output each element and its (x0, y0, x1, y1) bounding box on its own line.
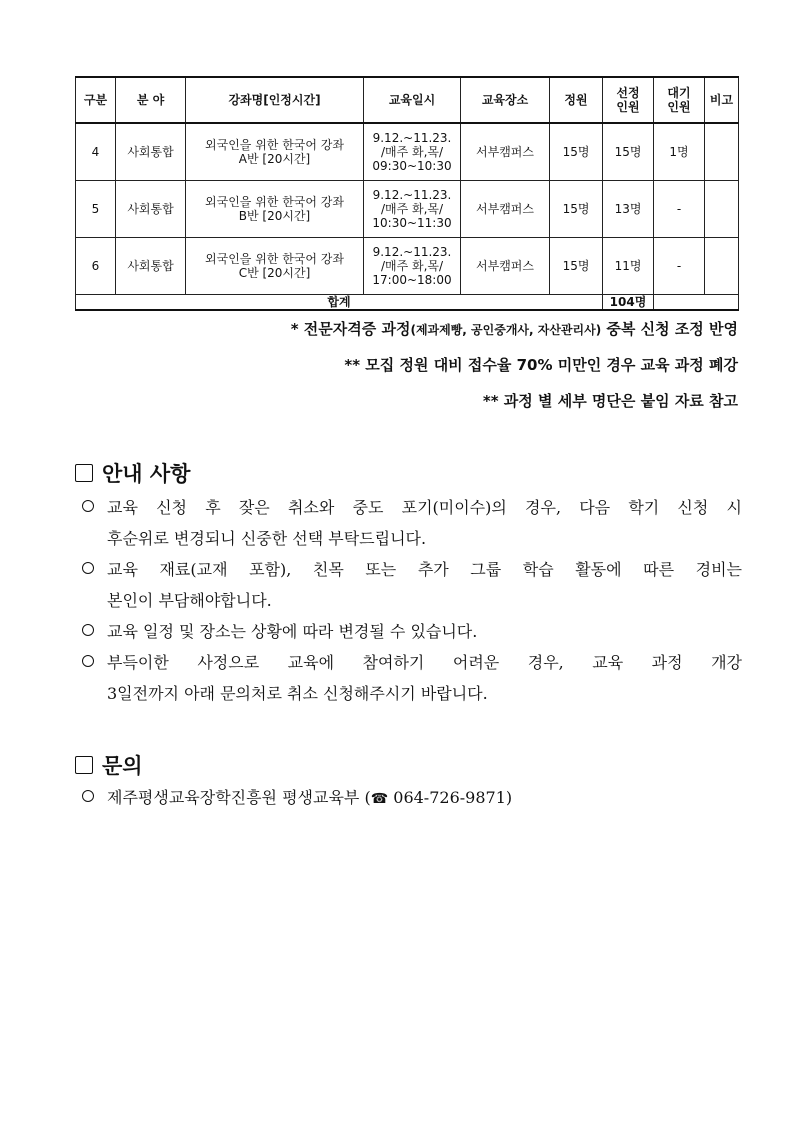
item-line: 교육 신청 후 잦은 취소와 중도 포기(미이수)의 경우, 다음 학기 신청 시 (107, 498, 742, 517)
contact-title: 문의 (102, 754, 143, 778)
table-notes (291, 318, 738, 426)
cell-no: 6 (76, 237, 116, 294)
cell-course (186, 180, 364, 237)
table-row (76, 237, 739, 294)
header-no: 구분 (76, 77, 116, 123)
cell-place: 서부캠퍼스 (461, 123, 550, 180)
telephone-icon: ☎ (370, 791, 389, 807)
guide-title: 안내 사항 (102, 462, 191, 486)
total-selected: 104명 (603, 294, 654, 310)
note1-post: 중복 신청 조정 반영 (601, 320, 738, 338)
circle-bullet-icon (82, 562, 94, 574)
cell-selected: 13명 (603, 180, 654, 237)
circle-bullet-icon (82, 790, 94, 802)
cell-capacity: 15명 (550, 123, 603, 180)
date-time: 09:30~10:30 (372, 158, 452, 173)
date-range: 9.12.~11.23. (372, 187, 452, 202)
table-row (76, 123, 739, 180)
date-time: 17:00~18:00 (372, 272, 452, 287)
header-course: 강좌명[인정시간] (186, 77, 364, 123)
cell-selected: 11명 (603, 237, 654, 294)
cell-note (705, 237, 739, 294)
cell-place: 서부캠퍼스 (461, 237, 550, 294)
list-item (82, 616, 742, 647)
table-total-row (76, 294, 739, 310)
cell-course (186, 123, 364, 180)
note1-pre: * 전문자격증 과정 (290, 320, 411, 338)
cell-capacity: 15명 (550, 237, 603, 294)
header-field: 분 야 (116, 77, 186, 123)
course-class: C반 [20시간] (238, 265, 311, 280)
cell-waiting: - (654, 180, 705, 237)
cell-date (364, 123, 461, 180)
cell-place: 서부캠퍼스 (461, 180, 550, 237)
cell-field: 사회통합 (116, 180, 186, 237)
header-place: 교육장소 (461, 77, 550, 123)
item-line: 본인이 부담해야합니다. (107, 591, 272, 610)
list-item (82, 647, 742, 709)
date-range: 9.12.~11.23. (372, 130, 452, 145)
item-line: 3일전까지 아래 문의처로 취소 신청해주시기 바랍니다. (107, 684, 488, 703)
contact-section-title (75, 750, 143, 780)
note-cancellation-rule: ** 모집 정원 대비 접수율 70% 미만인 경우 교육 과정 폐강 (344, 356, 738, 374)
guide-list (82, 492, 742, 709)
course-name: 외국인을 위한 한국어 강좌 (205, 251, 344, 266)
note-duplicate-adjustment (291, 318, 738, 354)
cell-capacity: 15명 (550, 180, 603, 237)
guide-section-title (75, 458, 190, 488)
circle-bullet-icon (82, 655, 94, 667)
cell-note (705, 180, 739, 237)
cell-course (186, 237, 364, 294)
contact-org: 제주평생교육장학진흥원 평생교육부 ( (107, 788, 371, 807)
course-class: B반 [20시간] (238, 208, 311, 223)
cell-no: 5 (76, 180, 116, 237)
cell-selected: 15명 (603, 123, 654, 180)
header-note: 비고 (705, 77, 739, 123)
checkbox-square-icon (75, 756, 93, 774)
date-range: 9.12.~11.23. (372, 244, 452, 259)
date-days: /매주 화,목/ (380, 144, 444, 159)
contact-list (82, 782, 742, 815)
cell-note (705, 123, 739, 180)
item-line: 교육 일정 및 장소는 상황에 따라 변경될 수 있습니다. (107, 622, 478, 641)
total-empty (654, 294, 739, 310)
table-header-row (76, 77, 739, 123)
cell-field: 사회통합 (116, 237, 186, 294)
header-waiting-line2: 인원 (667, 100, 691, 114)
cell-no: 4 (76, 123, 116, 180)
item-line: 부득이한 사정으로 교육에 참여하기 어려운 경우, 교육 과정 개강 (107, 653, 742, 672)
total-label: 합계 (76, 294, 603, 310)
header-selected-line2: 인원 (616, 100, 640, 114)
contact-phone: 064-726-9871) (393, 788, 513, 807)
note1-small: (제과제빵, 공인중개사, 자산관리사) (410, 323, 602, 337)
course-class: A반 [20시간] (238, 151, 311, 166)
cell-date (364, 237, 461, 294)
checkbox-square-icon (75, 464, 93, 482)
course-table (75, 76, 739, 311)
header-waiting-line1: 대기 (667, 86, 691, 100)
list-item (82, 554, 742, 616)
date-days: /매주 화,목/ (380, 201, 444, 216)
table-row (76, 180, 739, 237)
header-capacity: 정원 (550, 77, 603, 123)
header-waiting (654, 77, 705, 123)
cell-waiting: 1명 (654, 123, 705, 180)
header-selected (603, 77, 654, 123)
item-line: 교육 재료(교재 포함), 친목 또는 추가 그룹 학습 활동에 따른 경비는 (107, 560, 742, 579)
header-selected-line1: 선정 (616, 86, 640, 100)
date-time: 10:30~11:30 (372, 215, 452, 230)
cell-date (364, 180, 461, 237)
item-line: 후순위로 변경되니 신중한 선택 부탁드립니다. (107, 529, 427, 548)
cell-waiting: - (654, 237, 705, 294)
list-item (82, 492, 742, 554)
header-date: 교육일시 (364, 77, 461, 123)
course-name: 외국인을 위한 한국어 강좌 (205, 194, 344, 209)
list-item (82, 782, 742, 815)
circle-bullet-icon (82, 500, 94, 512)
date-days: /매주 화,목/ (380, 258, 444, 273)
course-name: 외국인을 위한 한국어 강좌 (205, 137, 344, 152)
note-attachment-reference: ** 과정 별 세부 명단은 붙임 자료 참고 (482, 392, 738, 410)
circle-bullet-icon (82, 624, 94, 636)
cell-field: 사회통합 (116, 123, 186, 180)
